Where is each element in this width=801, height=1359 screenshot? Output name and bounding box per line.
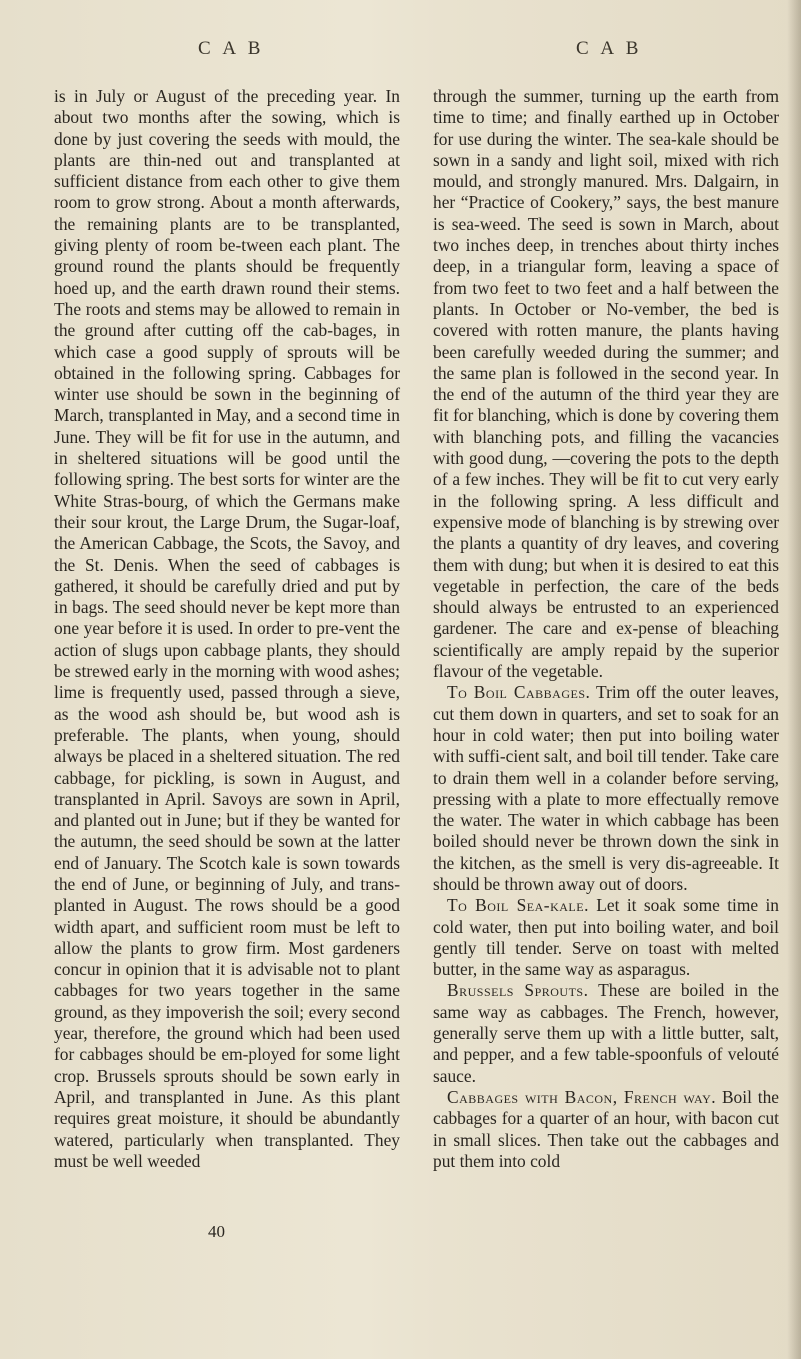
entry-boil-cabbages [433, 682, 779, 895]
left-column [54, 86, 400, 1172]
entry-body: These are boiled in the same way as cabbages. The French, however, generally serve them up with a little butter, salt, and pepper, and a few table-spoonfuls of velouté sauce. [433, 980, 779, 1086]
right-column [433, 86, 779, 1172]
entry-body: Let it soak some time in cold water, then put into boiling water, and boil gently till tender. Serve on toast with melted butter, in the same way as asparagus. [433, 895, 779, 980]
running-head-right: C A B [576, 38, 643, 59]
entry-brussels-sprouts [433, 980, 779, 1086]
entry-body: Boil the cabbages for a quarter of an hour, with bacon cut in small slices. Then take out the cabbages and put them into cold [433, 1086, 779, 1171]
page-number: 40 [208, 1222, 225, 1241]
entry-heading: To Boil Sea-kale. [447, 895, 589, 916]
entry-heading: Cabbages with Bacon, French way. [447, 1086, 717, 1107]
entry-heading: Brussels Sprouts. [447, 980, 589, 1001]
entry-boil-sea-kale [433, 895, 779, 980]
entry-heading: To Boil Cabbages. [447, 682, 591, 703]
entry-cabbages-bacon [433, 1087, 779, 1172]
left-paragraph: is in July or August of the preceding year. In about two months after the sowing, which is done by just covering the seeds with mould, the plants are thin-ned out and transplanted at sufficient distance from each other to give them room to grow strong. About a month afterwards, the remaining plants are to be transplanted, giving plenty of room be-tween each plant. The ground round the plants should be frequently hoed up, and the earth drawn round their stems. The roots and stems may be allowed to remain in the ground after cutting off the cab-bages, in which case a good supply of sprouts will be obtained in the following spring. Cabbages for winter use should be sown in the beginning of March, transplanted in May, and a second time in June. They will be fit for use in the autumn, and in sheltered situations will be good until the following spring. The best sorts for winter are the White Stras-bourg, of which the Germans make their sour krout, the Large Drum, the Sugar-loaf, the American Cabbage, the Scots, the Savoy, and the St. Denis. When the seed of cabbages is gathered, it should be carefully dried and put by in bags. The seed should never be kept more than one year before it is used. In order to pre-vent the action of slugs upon cabbage plants, they should be strewed early in the morning with wood ashes; lime is frequently used, passed through a sieve, as the wood ash should be, but wood ash is preferable. The plants, when young, should always be placed in a sheltered situation. The red cabbage, for pickling, is sown in August, and transplanted in April. Savoys are sown in April, and planted out in June; but if they be wanted for the autumn, the seed should be sown at the latter end of January. The Scotch kale is sown towards the end of June, or beginning of July, and trans-planted in August. The rows should be a good width apart, and sufficient room must be left to allow the plants to grow firm. Most gardeners concur in opinion that it is advisable not to plant cabbages for two years together in the same ground, as they impoverish the soil; every second year, therefore, the ground which had been used for cabbages should be em-ployed for some light crop. Brussels sprouts should be sown early in April, and transplanted in June. As this plant requires great moisture, it should be abundantly watered, particularly when transplanted. They must be well weeded [54, 86, 400, 1171]
right-paragraph-sea-kale: through the summer, turning up the earth from time to time; and finally earthed up in October for use during the winter. The sea-kale should be sown in a sandy and light soil, mixed with rich mould, and strongly manured. Mrs. Dalgairn, in her “Practice of Cookery,” says, the best manure is sea-weed. The seed is sown in March, about two inches deep, in trenches about thirty inches deep, in a triangular form, leaving a space of from two feet to two feet and a half between the plants. In October or No-vember, the bed is covered with rotten manure, the plants having been carefully weeded during the summer; and the same plan is followed in the second year. In the end of the autumn of the third year they are fit for blanching, which is done by covering them with blanching pots, and filling the vacancies with good dung, —covering the pots to the depth of a few inches. They will be fit to cut very early in the following spring. A less difficult and expensive mode of blanching is by strewing over the plants a quantity of dry leaves, and covering them with dung; but when it is desired to eat this vegetable in perfection, the care of the beds should always be entrusted to an experienced gardener. The care and ex-pense of bleaching scientifically are amply repaid by the superior flavour of the vegetable. [433, 86, 779, 682]
entry-body: Trim off the outer leaves, cut them down in quarters, and set to soak for an hour in cold water; then put into boiling water with suffi-cient salt, and boil till tender. Take care to drain them well in a colander before serving, pressing with a plate to more effectually remove the water. The water in which cabbage has been boiled should never be thrown down the sink in the kitchen, as the smell is very dis-agreeable. It should be thrown away out of doors. [433, 682, 779, 894]
page-edge-shadow [787, 0, 801, 1359]
running-head-left: C A B [198, 38, 265, 59]
